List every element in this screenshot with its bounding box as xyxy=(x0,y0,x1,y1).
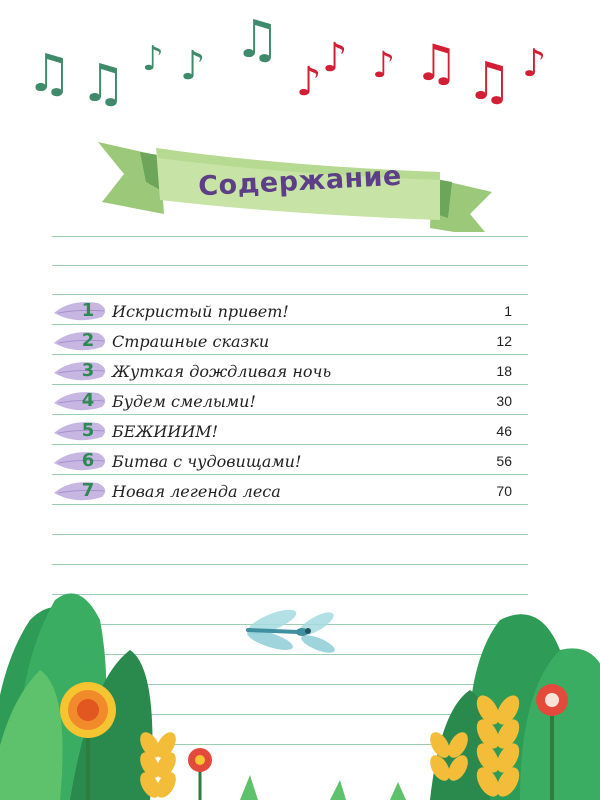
toc-title: БЕЖИИИМ! xyxy=(112,421,219,441)
plants-and-flowers-decoration xyxy=(0,560,600,800)
toc-title: Жуткая дождливая ночь xyxy=(112,361,332,381)
toc-item[interactable] xyxy=(52,416,512,446)
toc-item[interactable] xyxy=(52,476,512,506)
toc-page: 30 xyxy=(496,393,512,409)
music-note-icon: ♪ xyxy=(180,43,206,89)
heading-banner xyxy=(80,122,510,232)
toc-number: 3 xyxy=(81,360,95,381)
feather-leaf-icon xyxy=(52,449,112,473)
toc-page: 70 xyxy=(496,483,512,499)
toc-item[interactable] xyxy=(52,386,512,416)
ruled-line xyxy=(52,534,528,535)
toc-item[interactable] xyxy=(52,356,512,386)
toc-page: 12 xyxy=(496,333,512,349)
music-notes-decoration xyxy=(0,0,600,130)
music-note-icon: ♫ xyxy=(80,54,127,114)
music-note-icon: ♪ xyxy=(322,35,348,81)
feather-leaf-icon xyxy=(52,359,112,383)
feather-leaf-icon xyxy=(52,479,112,503)
music-note-icon: ♪ xyxy=(296,59,322,105)
toc-title: Новая легенда леса xyxy=(112,481,281,501)
ruled-line xyxy=(52,236,528,237)
toc-item[interactable] xyxy=(52,326,512,356)
toc-number: 5 xyxy=(81,420,95,441)
toc-page: 46 xyxy=(496,423,512,439)
ruled-line xyxy=(52,265,528,266)
toc-title: Страшные сказки xyxy=(112,331,270,351)
feather-leaf-icon xyxy=(52,389,112,413)
toc-item[interactable] xyxy=(52,296,512,326)
feather-leaf-icon xyxy=(52,299,112,323)
toc-title: Искристый привет! xyxy=(112,301,289,321)
music-note-icon: ♪ xyxy=(372,45,395,86)
ruled-line xyxy=(52,294,528,295)
music-note-icon: ♪ xyxy=(522,41,547,85)
toc-number: 1 xyxy=(81,300,95,321)
toc-page: 18 xyxy=(496,363,512,379)
toc-page: 56 xyxy=(496,453,512,469)
toc-title: Битва с чудовищами! xyxy=(112,451,302,471)
music-note-icon: ♫ xyxy=(414,34,459,92)
table-of-contents xyxy=(52,296,512,506)
feather-leaf-icon xyxy=(52,329,112,353)
toc-page: 1 xyxy=(504,303,512,319)
toc-number: 2 xyxy=(81,330,95,351)
music-note-icon: ♪ xyxy=(142,39,164,79)
music-note-icon: ♫ xyxy=(234,10,281,70)
toc-title: Будем смелыми! xyxy=(112,391,256,411)
toc-number: 6 xyxy=(81,450,95,471)
music-note-icon: ♫ xyxy=(466,52,513,112)
toc-item[interactable] xyxy=(52,446,512,476)
toc-number: 4 xyxy=(81,390,95,411)
feather-leaf-icon xyxy=(52,419,112,443)
music-note-icon: ♫ xyxy=(26,44,73,104)
toc-number: 7 xyxy=(81,480,95,501)
page-title: Содержание xyxy=(197,160,403,202)
